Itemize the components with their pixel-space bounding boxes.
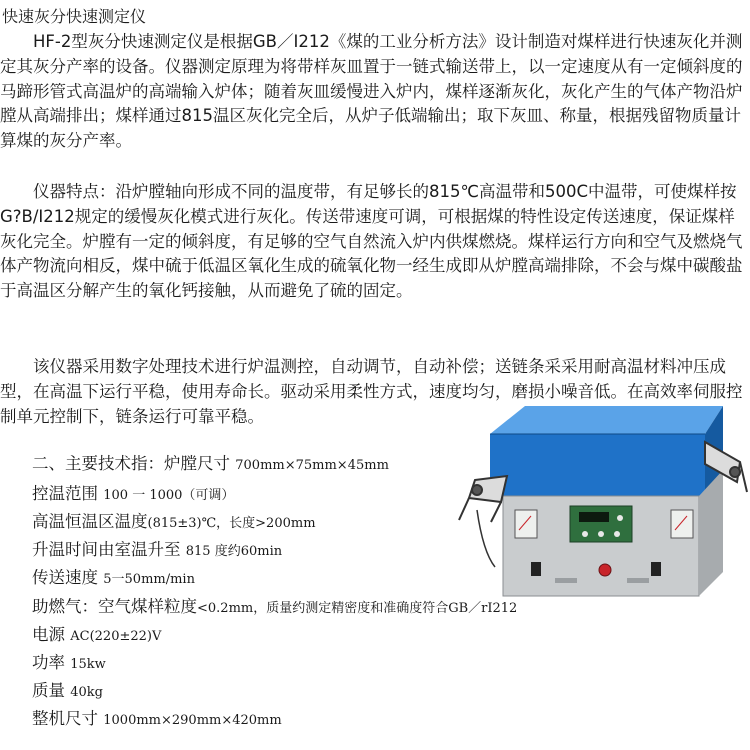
spec-dimensions: 整机尺寸 1000mm×290mm×420mm [32,709,282,728]
switch-right [651,562,661,576]
spec-heating-time: 升温时间由室温升至 815 度约60min [32,540,283,559]
red-knob [599,564,611,576]
furnace-body [490,406,723,496]
spec-temp-range: 控温范围 100 一 1000（可调） [32,484,235,503]
spec-power-supply: 电源 AC(220±22)V [32,625,162,644]
spec-chamber-size: 二、主要技术指：炉膛尺寸 700mm×75mm×45mm [32,454,389,473]
meter-right [671,510,693,538]
instrument-photo [455,402,750,600]
spec-conveyor-speed: 传送速度 5一50mm/min [32,568,195,587]
power-switch [531,562,541,576]
temperature-display [579,512,609,522]
page-title: 快速灰分快速测定仪 [2,7,147,26]
spec-power: 功率 15kw [32,653,106,672]
spec-constant-zone: 高温恒温区温度(815±3)℃，长度>200mm [32,512,316,531]
spec-weight: 质量 40kg [32,681,103,700]
spec-combustion-air: 助燃气：空气煤样粒度<0.2mm，质量约测定精密度和准确度符合GB／rI212 [32,597,518,616]
intro-paragraph: HF-2型灰分快速测定仪是根据GB／I212《煤的工业分析方法》设计制造对煤样进行快速灰化并测定其灰分产率的设备。仪器测定原理为将带样灰皿置于一链式输送带上，以一定速度从有一定倾斜度的马蹄形管式高温炉的高端输入炉体；随着灰皿缓慢进入炉内，煤样逐渐灰化，灰化产生的气体产物沿炉膛从高端排出；煤样通过815温区灰化完全后，从炉子低端输出；取下灰皿、称量，根据残留物质量计算煤的灰分产率。 [0,32,743,151]
meter-left [515,510,537,538]
technology-paragraph: 该仪器采用数字处理技术进行炉温测控，自动调节，自动补偿；送链条采采用耐高温材料冲压成型，在高温下运行平稳，使用寿命长。驱动采用柔性方式，速度均匀，磨损小噪音低。在高效率伺服控制单元控制下，链条运行可靠平稳。 [0,357,743,426]
features-paragraph: 仪器特点：沿炉膛轴向形成不同的温度带，有足够长的815℃高温带和500C中温带，可使煤样按G?B/I212规定的缓慢灰化模式进行灰化。传送带速度可调，可根据煤的特性设定传送速度，保证煤样灰化完全。炉膛有一定的倾斜度，有足够的空气自然流入炉内供煤燃烧。煤样运行方向和空气及燃烧气体产物流向相反，煤中硫于低温区氧化生成的硫氧化物一经生成即从炉膛高端排除，不会与煤中碳酸盐于高温区分解产生的氧化钙接触，从而避免了硫的固定。 [0,182,743,301]
